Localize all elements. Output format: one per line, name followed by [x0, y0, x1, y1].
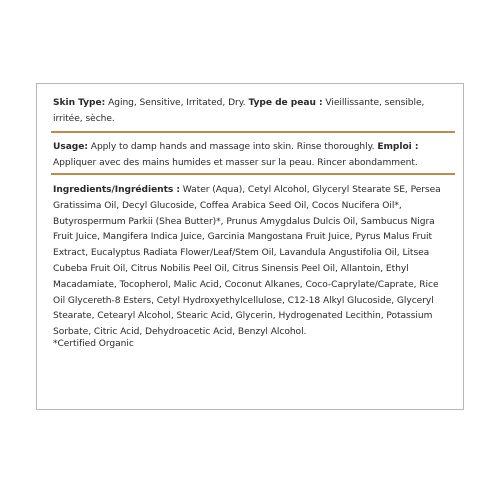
- ingredients-label: Ingredients/Ingrédients :: [53, 185, 180, 195]
- skin-type-text-fr: Vieillissante, sensible, irritée, sèche.: [53, 98, 425, 124]
- ingredient-label-card: [36, 83, 464, 410]
- usage-text-en: Apply to damp hands and massage into skin. Rinse thoroughly.: [87, 142, 378, 152]
- skin-type-label-en: Skin Type:: [53, 98, 106, 108]
- divider-skin-usage: [51, 131, 455, 133]
- certified-organic-footnote: *Certified Organic: [53, 339, 134, 349]
- usage-label-en: Usage:: [53, 142, 88, 152]
- usage-section: [53, 140, 451, 172]
- divider-usage-ingredients: [51, 173, 455, 175]
- skin-type-section: [53, 96, 451, 128]
- ingredients-section: [53, 183, 451, 341]
- skin-type-label-fr: Type de peau :: [248, 98, 323, 108]
- skin-type-text-en: Aging, Sensitive, Irritated, Dry.: [105, 98, 249, 108]
- usage-label-fr: Emploi :: [377, 142, 419, 152]
- usage-text-fr: Appliquer avec des mains humides et masser sur la peau. Rincer abondamment.: [53, 157, 418, 168]
- ingredients-text: Water (Aqua), Cetyl Alcohol, Glyceryl Stearate SE, Persea Gratissima Oil, Decyl Glucoside, Coffea Arabica Seed Oil, Cocos Nucifera Oil*, Butyrospermum Parkii (Shea Butter)*, Prunus Amygdalus Dulcis Oil, Sambucus Nigra Fruit Juice, Mangifera Indica Juice, Garcinia Mangostana Fruit Juice, Pyrus Malus Fruit Extract, Eucalyptus Radiata Flower/Leaf/Stem Oil, Lavandula Angustifolia Oil, Litsea Cubeba Fruit Oil, Citrus Nobilis Peel Oil, Citrus Sinensis Peel Oil, Allantoin, Ethyl Macadamiate, Tocopherol, Malic Acid, Coconut Alkanes, Coco-Caprylate/Caprate, Rice Oil Glycereth-8 Esters, Cetyl Hydroxyethylcellulose, C12-18 Alkyl Glucoside, Glyceryl Stearate, Cetearyl Alcohol, Stearic Acid, Glycerin, Hydrogenated Lecithin, Potassium Sorbate, Citric Acid, Dehydroacetic Acid, Benzyl Alcohol.: [53, 185, 441, 338]
